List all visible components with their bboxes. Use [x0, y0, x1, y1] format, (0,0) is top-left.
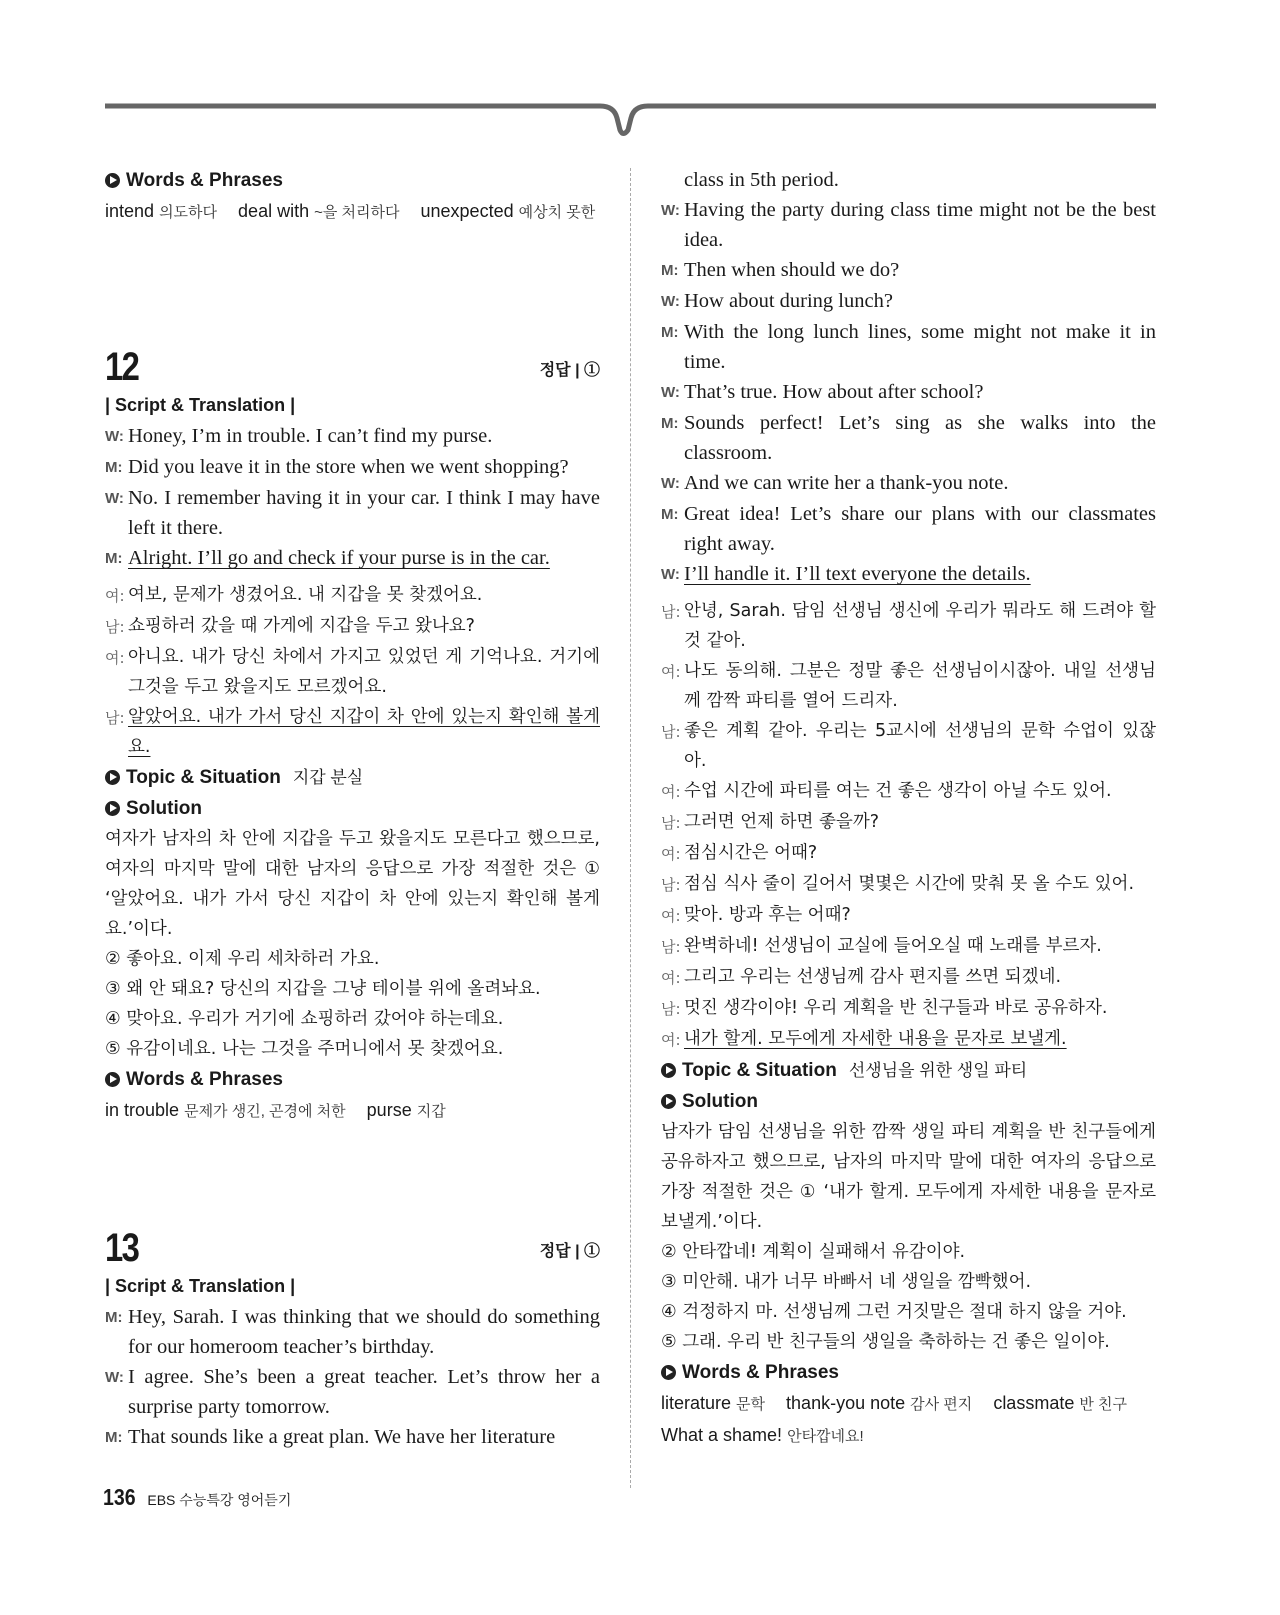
script-line: W: No. I remember having it in your car. I think I may have left it there. [105, 487, 600, 539]
script-line: M: Great idea! Let’s share our plans with our classmates right away. [661, 503, 1156, 555]
script-line: class in 5th period. [684, 169, 839, 191]
topic-heading: Topic & Situation 선생님을 위한 생일 파티 [661, 1055, 1156, 1086]
left-column [105, 165, 600, 1453]
option-item: ② 좋아요. 이제 우리 세차하러 가요. [105, 949, 380, 969]
play-icon [105, 1072, 120, 1087]
solution-heading: Solution [105, 793, 600, 824]
script-line: M: That sounds like a great plan. We have her literature [105, 1426, 556, 1448]
script-line: M: Hey, Sarah. I was thinking that we should do something for our homeroom teacher’s birthday. [105, 1306, 600, 1358]
question-number: 13 [105, 1226, 139, 1270]
script-line: W: Honey, I’m in trouble. I can’t find my purse. [105, 425, 493, 447]
option-item: ④ 걱정하지 마. 선생님께 그런 거짓말은 절대 하지 않을 거야. [661, 1302, 1127, 1322]
script-line-answer: W: I’ll handle it. I’ll text everyone the details. [661, 563, 1031, 585]
play-icon [661, 1063, 676, 1078]
page-footer [103, 1484, 291, 1511]
script-line: W: That’s true. How about after school? [661, 381, 984, 403]
solution-text: 여자가 남자의 차 안에 지갑을 두고 왔을지도 모른다고 했으므로, 여자의 마지막 말에 대한 남자의 응답으로 가장 적절한 것은 ① ‘알았어요. 내가 가서 당신 지갑이 차 안에 있는지 확인해 볼게요.’이다. [105, 829, 600, 939]
column-divider [630, 168, 631, 1488]
translation-line: 남: 안녕, Sarah. 담임 선생님 생신에 우리가 뭐라도 해 드려야 할 것 같아. [661, 601, 1156, 651]
play-icon [105, 173, 120, 188]
translation-line: 여: 수업 시간에 파티를 여는 건 좋은 생각이 아닐 수도 있어. [661, 781, 1112, 801]
header-rule [0, 0, 1280, 150]
words-phrases-list: in trouble 문제가 생긴, 곤경에 처한 purse 지갑 [105, 1100, 446, 1120]
translation-line: 남: 완벽하네! 선생님이 교실에 들어오실 때 노래를 부르자. [661, 936, 1102, 956]
page-number: 136 [103, 1484, 136, 1510]
script-line: M: Sounds perfect! Let’s sing as she walks into the classroom. [661, 412, 1156, 464]
script-line: W: How about during lunch? [661, 290, 893, 312]
option-item: ⑤ 그래. 우리 반 친구들의 생일을 축하하는 건 좋은 일이야. [661, 1332, 1110, 1352]
script-title: | Script & Translation | [105, 1276, 296, 1296]
question-number: 12 [105, 345, 139, 389]
option-item: ⑤ 유감이네요. 나는 그것을 주머니에서 못 찾겠어요. [105, 1039, 504, 1059]
script-line: M: With the long lunch lines, some might not make it in time. [661, 321, 1156, 373]
translation-line: 여: 점심시간은 어때? [661, 843, 818, 863]
play-icon [661, 1365, 676, 1380]
translation-line-answer: 여: 내가 할게. 모두에게 자세한 내용을 문자로 보낼게. [661, 1029, 1067, 1049]
words-phrases-list: literature 문학 thank-you note 감사 편지 classmate 반 친구 What a shame! 안타깝네요! [661, 1393, 1127, 1445]
play-icon [661, 1094, 676, 1109]
script-line: W: I agree. She’s been a great teacher. Let’s throw her a surprise party tomorrow. [105, 1366, 600, 1418]
translation-line: 여: 그리고 우리는 선생님께 감사 편지를 쓰면 되겠네. [661, 967, 1062, 987]
option-item: ② 안타깝네! 계획이 실패해서 유감이야. [661, 1242, 966, 1262]
book-title: EBS 수능특강 영어듣기 [147, 1492, 292, 1508]
play-icon [105, 770, 120, 785]
script-line: W: And we can write her a thank-you note. [661, 472, 1009, 494]
translation-line: 여: 아니요. 내가 당신 차에서 가지고 있었던 게 기억나요. 거기에 그것을 두고 왔을지도 모르겠어요. [105, 647, 600, 697]
translation-line: 남: 쇼핑하러 갔을 때 가게에 지갑을 두고 왔나요? [105, 616, 475, 636]
option-item: ④ 맞아요. 우리가 거기에 쇼핑하러 갔어야 하는데요. [105, 1009, 504, 1029]
script-line-answer: M: Alright. I’ll go and check if your purse is in the car. [105, 547, 550, 569]
answer-label: 정답 | ① [539, 362, 600, 379]
script-title: | Script & Translation | [105, 395, 296, 415]
solution-text: 남자가 담임 선생님을 위한 깜짝 생일 파티 계획을 반 친구들에게 공유하자고 했으므로, 남자의 마지막 말에 대한 여자의 응답으로 가장 적절한 것은 ① ‘내가 할게. 모두에게 자세한 내용을 문자로 보낼게.’이다. [661, 1122, 1156, 1232]
question-12-header [105, 338, 600, 388]
script-line: M: Did you leave it in the store when we went shopping? [105, 456, 569, 478]
answer-label: 정답 | ① [539, 1243, 600, 1260]
option-item: ③ 미안해. 내가 너무 바빠서 네 생일을 깜빡했어. [661, 1272, 1032, 1292]
topic-text: 선생님을 위한 생일 파티 [848, 1061, 1028, 1080]
option-item: ③ 왜 안 돼요? 당신의 지갑을 그냥 테이블 위에 올려놔요. [105, 979, 541, 999]
script-line: W: Having the party during class time might not be the best idea. [661, 199, 1156, 251]
play-icon [105, 801, 120, 816]
solution-heading: Solution [661, 1086, 1156, 1117]
translation-line: 남: 좋은 계획 같아. 우리는 5교시에 선생님의 문학 수업이 있잖아. [661, 721, 1156, 771]
translation-line: 여: 나도 동의해. 그분은 정말 좋은 선생님이시잖아. 내일 선생님께 깜짝 파티를 열어 드리자. [661, 661, 1156, 711]
script-line: M: Then when should we do? [661, 259, 900, 281]
translation-line: 여: 여보, 문제가 생겼어요. 내 지갑을 못 찾겠어요. [105, 585, 483, 605]
right-column [661, 165, 1156, 1452]
words-phrases-heading: Words & Phrases [661, 1357, 1156, 1388]
words-phrases-list: intend 의도하다 deal with ~을 처리하다 unexpected 예상치 못한 [105, 201, 596, 221]
words-phrases-heading: Words & Phrases [105, 165, 600, 196]
translation-line-answer: 남: 알았어요. 내가 가서 당신 지갑이 차 안에 있는지 확인해 볼게요. [105, 707, 600, 757]
topic-text: 지갑 분실 [292, 768, 364, 787]
translation-line: 남: 멋진 생각이야! 우리 계획을 반 친구들과 바로 공유하자. [661, 998, 1108, 1018]
topic-heading: Topic & Situation 지갑 분실 [105, 762, 600, 793]
translation-line: 여: 맞아. 방과 후는 어때? [661, 905, 851, 925]
words-phrases-heading: Words & Phrases [105, 1064, 600, 1095]
translation-line: 남: 점심 식사 줄이 길어서 몇몇은 시간에 맞춰 못 올 수도 있어. [661, 874, 1135, 894]
translation-line: 남: 그러면 언제 하면 좋을까? [661, 812, 880, 832]
question-13-header [105, 1219, 600, 1269]
